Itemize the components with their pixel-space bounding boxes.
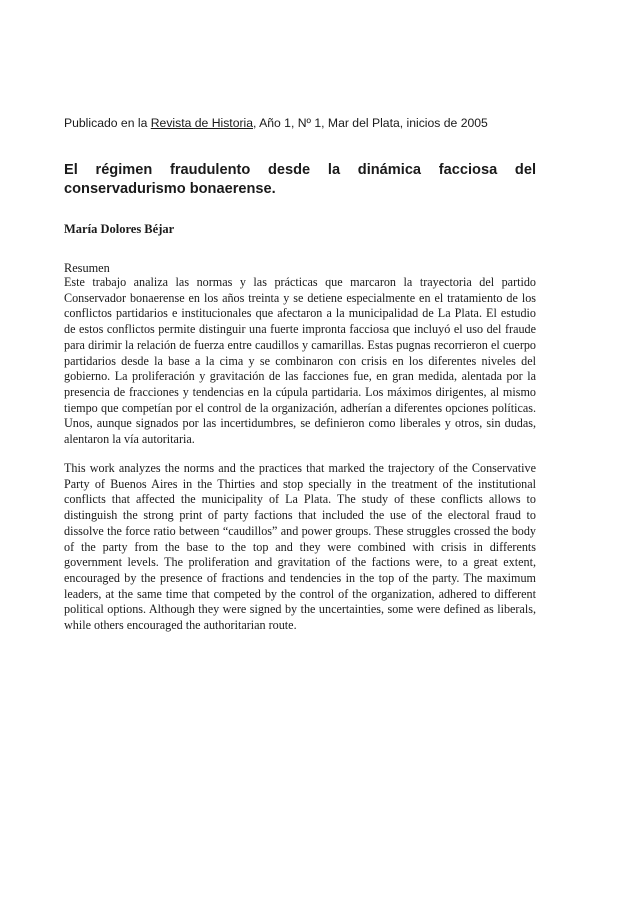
publication-info	[64, 116, 536, 131]
publication-suffix: , Año 1, Nº 1, Mar del Plata, inicios de 2005	[253, 116, 488, 130]
publication-prefix: Publicado en la	[64, 116, 151, 130]
abstract-english: This work analyzes the norms and the practices that marked the trajectory of the Conservative Party of Buenos Aires in the Thirties and stop specially in the treatment of the institutional conflicts that affected the municipality of La Plata. The study of these conflicts allows to distinguish the strong print of party factions that included the use of the electoral fraud to dissolve the force ratio between “caudillos” and power groups. These struggles crossed the body of the party from the base to the top and they were combined with crisis in differents government levels. The proliferation and gravitation of the factions were, to a great extent, encouraged by the presence of fractions and tendencies in the top of the party. The maximum leaders, at the same time that competed by the control of the organization, adhered to different political options. Although they were signed by the uncertainties, some were defined as liberals, while others encouraged the authoritarian route.	[64, 461, 536, 633]
paper-title: El régimen fraudulento desde la dinámica facciosa del conservadurismo bonaerense.	[64, 162, 536, 197]
abstract-spanish: Este trabajo analiza las normas y las prácticas que marcaron la trayectoria del partido Conservador bonaerense en los años treinta y se detiene especialmente en el tratamiento de los conflictos partidarios e institucionales que afectaron a la municipalidad de La Plata. El estudio de estos conflictos permite distinguir una fuerte impronta facciosa que incluyó el uso del fraude para dirimir la relación de fuerza entre caudillos y camarillas. Estas pugnas recorrieron el cuerpo partidarios desde la base a la cima y se combinaron con crisis en los diferentes niveles del gobierno. La proliferación y gravitación de las facciones fue, en gran medida, alentada por la presencia de fracciones y tendencias en la cúpula partidaria. Los máximos dirigentes, al mismo tiempo que competían por el control de la organización, adherían a diferentes opciones políticas. Unos, aunque signados por las incertidumbres, se definieron como liberales y otros, sin dudas, alentaron la vía autoritaria.	[64, 275, 536, 447]
author-name: María Dolores Béjar	[64, 222, 175, 236]
abstract-label: Resumen	[64, 261, 110, 275]
journal-name: Revista de Historia	[150, 116, 254, 130]
